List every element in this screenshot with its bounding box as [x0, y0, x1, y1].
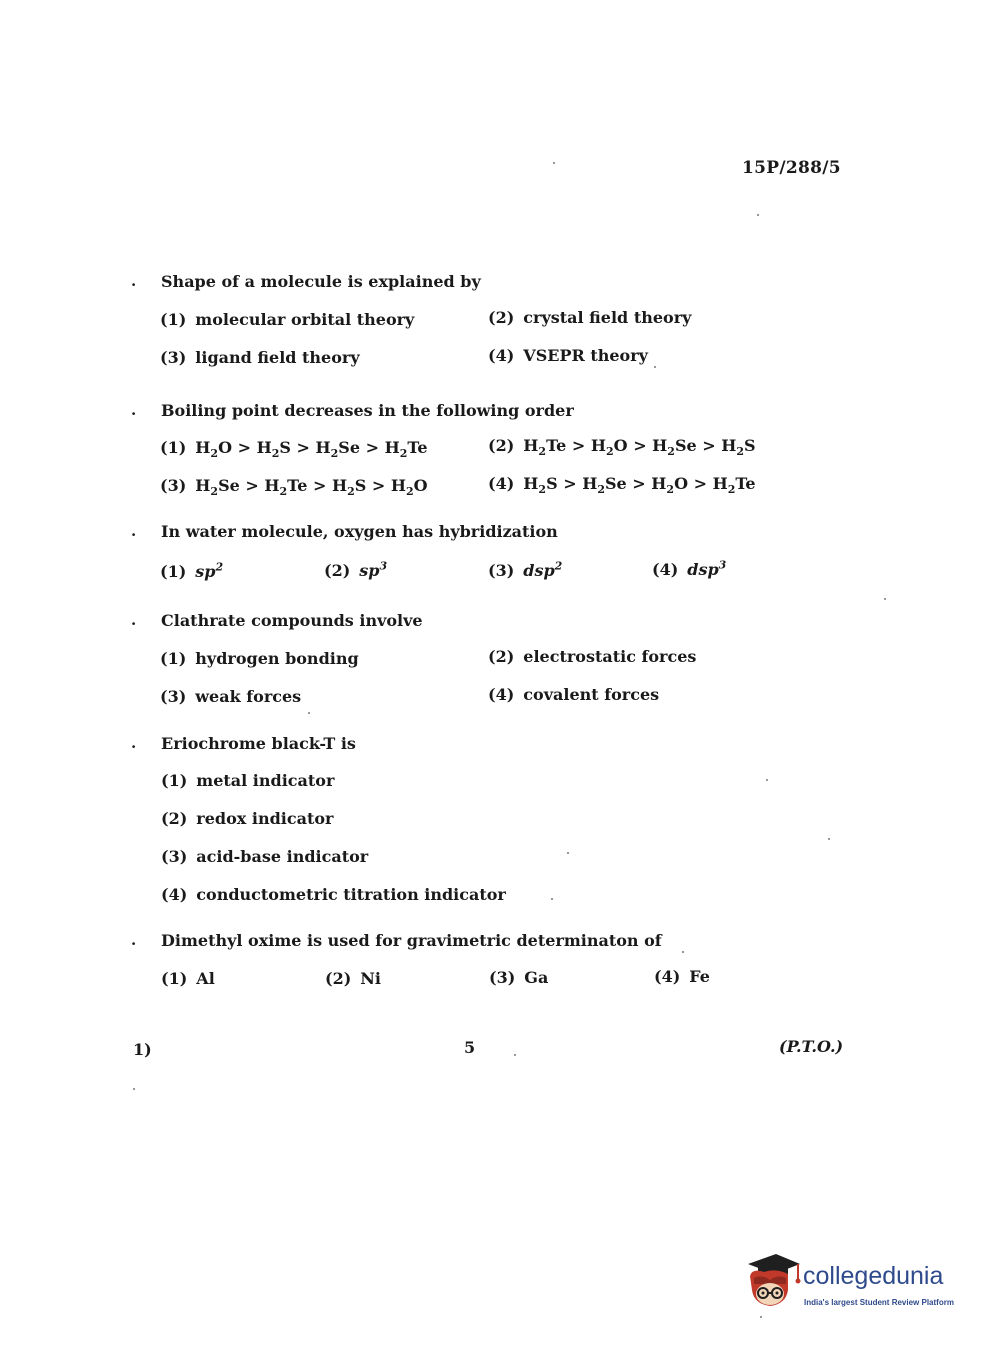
- scan-speck: [133, 1088, 135, 1090]
- option-4: (4) $H_2S > H_2Se > H_2O > H_2Te$: [488, 474, 756, 497]
- option-2: (2) Ni: [325, 969, 381, 988]
- scan-speck: [308, 712, 310, 714]
- option-3: (3) acid-base indicator: [161, 847, 369, 866]
- formula: $H_2Te > H_2O > H_2Se > H_2S$: [523, 436, 756, 459]
- option-3: (3) ligand field theory: [160, 348, 360, 367]
- option-1: (1) Al: [161, 969, 215, 988]
- footer-booklet-mark: 1): [133, 1040, 152, 1059]
- option-2: (2) $sp^3$: [324, 560, 388, 581]
- question-marker: .: [131, 272, 137, 290]
- option-3: (3) $H_2Se > H_2Te > H_2S > H_2O$: [160, 476, 428, 499]
- formula: $sp^2$: [195, 561, 224, 582]
- option-2: (2) electrostatic forces: [488, 647, 697, 666]
- option-1: (1) metal indicator: [161, 771, 335, 790]
- question-stem: Boiling point decreases in the following order: [161, 401, 574, 420]
- formula: dsp$^3$: [687, 559, 727, 580]
- page-number: 5: [464, 1038, 476, 1057]
- formula: $sp^3$: [359, 560, 388, 581]
- scan-speck: [828, 838, 830, 840]
- please-turn-over: (P.T.O.): [779, 1037, 844, 1056]
- question-marker: .: [131, 522, 137, 540]
- question-marker: .: [131, 931, 137, 949]
- question-stem: Eriochrome black-T is: [161, 734, 356, 753]
- collegedunia-logo: [742, 1250, 972, 1312]
- option-2: (2) $H_2Te > H_2O > H_2Se > H_2S$: [488, 436, 756, 459]
- scan-speck: [682, 951, 684, 953]
- formula: $H_2Se > H_2Te > H_2S > H_2O$: [195, 476, 428, 499]
- option-4: (4) conductometric titration indicator: [161, 885, 506, 904]
- question-marker: .: [131, 734, 137, 752]
- scan-speck: [760, 1316, 762, 1318]
- logo-tagline: India's largest Student Review Platform: [804, 1298, 954, 1307]
- scan-speck: [654, 366, 656, 368]
- scan-speck: [766, 779, 768, 781]
- question-stem: Shape of a molecule is explained by: [161, 272, 481, 291]
- option-4: (4) dsp$^3$: [652, 559, 727, 580]
- mascot-icon: [742, 1250, 802, 1312]
- formula: $H_2S > H_2Se > H_2O > H_2Te$: [523, 474, 756, 497]
- question-stem: Clathrate compounds involve: [161, 611, 423, 630]
- formula: dsp$^2$: [523, 560, 563, 581]
- scan-speck: [514, 1054, 516, 1056]
- scan-speck: [884, 598, 886, 600]
- question-marker: .: [131, 401, 137, 419]
- logo-wordmark: collegedunia: [803, 1262, 944, 1290]
- option-3: (3) weak forces: [160, 687, 302, 706]
- scan-speck: [757, 214, 759, 216]
- option-1: (1) $sp^2$: [160, 561, 224, 582]
- option-4: (4) VSEPR theory: [488, 346, 648, 365]
- option-4: (4) Fe: [654, 967, 710, 986]
- option-1: (1) $H_2O > H_2S > H_2Se > H_2Te$: [160, 438, 428, 461]
- scan-speck: [553, 162, 555, 164]
- option-1: (1) hydrogen bonding: [160, 649, 359, 668]
- option-3: (3) Ga: [489, 968, 549, 987]
- question-stem: Dimethyl oxime is used for gravimetric determinaton of: [161, 931, 662, 950]
- option-2: (2) crystal field theory: [488, 308, 692, 327]
- page-code: 15P/288/5: [742, 158, 841, 178]
- option-2: (2) redox indicator: [161, 809, 334, 828]
- option-3: (3) dsp$^2$: [488, 560, 563, 581]
- option-1: (1) molecular orbital theory: [160, 310, 415, 329]
- formula: $H_2O > H_2S > H_2Se > H_2Te$: [195, 438, 428, 461]
- scan-speck: [551, 898, 553, 900]
- question-marker: .: [131, 611, 137, 629]
- scan-speck: [567, 852, 569, 854]
- question-stem: In water molecule, oxygen has hybridization: [161, 522, 558, 541]
- option-4: (4) covalent forces: [488, 685, 660, 704]
